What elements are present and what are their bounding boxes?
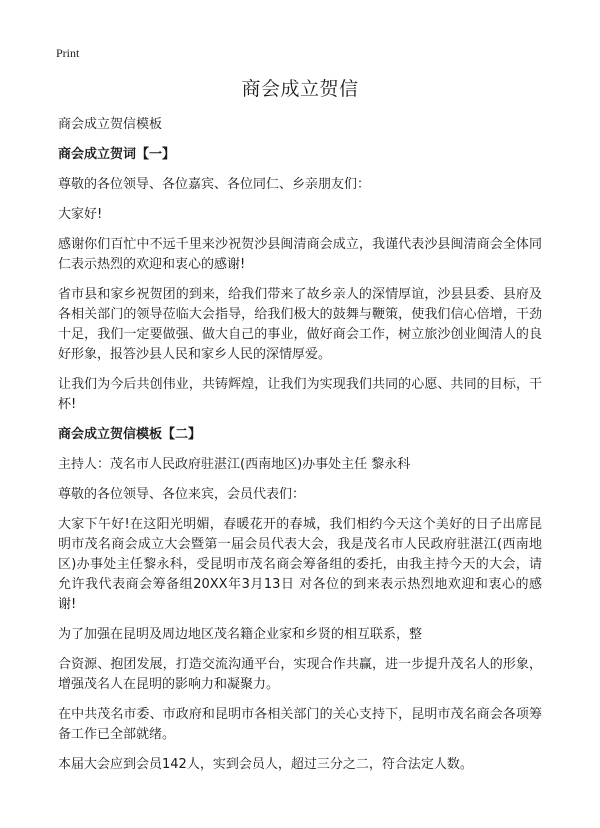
section-heading: 商会成立贺词【一】 [58,147,176,162]
paragraph-delegation: 省市县和家乡祝贺团的到来，给我们带来了故乡亲人的深情厚谊，沙县县委、县府及各相关部门的领导莅临大会指导，给我们极大的鼓舞与鞭策，使我们信心倍增，干劲十足，我们一定要做强、做大自己的事业，做好商会工作，树立旅沙创业闽清人的良好形象，报答沙县人民和家乡人民的深情厚爱。 [58,287,542,362]
paragraph-preparation: 在中共茂名市委、市政府和昆明市各相关部门的关心支持下，昆明市茂名商会各项筹备工作已全部就绪。 [58,707,542,742]
print-label: Print [56,46,80,60]
paragraph-thanks: 感谢你们百忙中不远千里来沙祝贺沙县闽清商会成立，我谨代表沙县闽清商会全体同仁表示热烈的欢迎和衷心的感谢! [58,237,542,272]
paragraph-hello: 大家好! [58,207,103,222]
paragraph-host: 主持人：茂名市人民政府驻湛江(西南地区)办事处主任 黎永科 [58,457,411,472]
section-two [58,425,542,775]
paragraph-attendance: 本届大会应到会员142人，实到会员人，超过三分之二，符合法定人数。 [58,757,473,772]
paragraph-greeting: 尊敬的各位领导、各位来宾，会员代表们： [58,487,306,502]
paragraph-toast: 让我们为今后共创伟业，共铸辉煌，让我们为实现我们共同的心愿、共同的目标，干杯! [58,377,542,412]
paragraph-goals: 合资源、抱团发展，打造交流沟通平台，实现合作共赢，进一步提升茂名人的形象，增强茂名人在昆明的影响力和凝聚力。 [58,657,542,692]
section-heading: 商会成立贺信模板【二】 [58,427,202,442]
document-title: 商会成立贺信 [241,78,359,100]
document-subtitle: 商会成立贺信模板 [58,117,163,132]
paragraph-greeting: 尊敬的各位领导、各位嘉宾、各位同仁、乡亲朋友们： [58,177,371,192]
section-one [58,145,542,415]
paragraph-opening: 大家下午好!在这阳光明媚，春暖花开的春城，我们相约今天这个美好的日子出席昆明市茂名商会成立大会暨第一届会员代表大会，我是茂名市人民政府驻湛江(西南地区)办事处主任黎永科，受昆明市茂名商会筹备组的委托，由我主持今天的大会，请允许我代表商会筹备组20XX年3月13日 对各位的到来表示热烈地欢迎和衷心的感谢! [58,517,542,612]
paragraph-purpose: 为了加强在昆明及周边地区茂名籍企业家和乡贤的相互联系，整 [58,627,423,642]
